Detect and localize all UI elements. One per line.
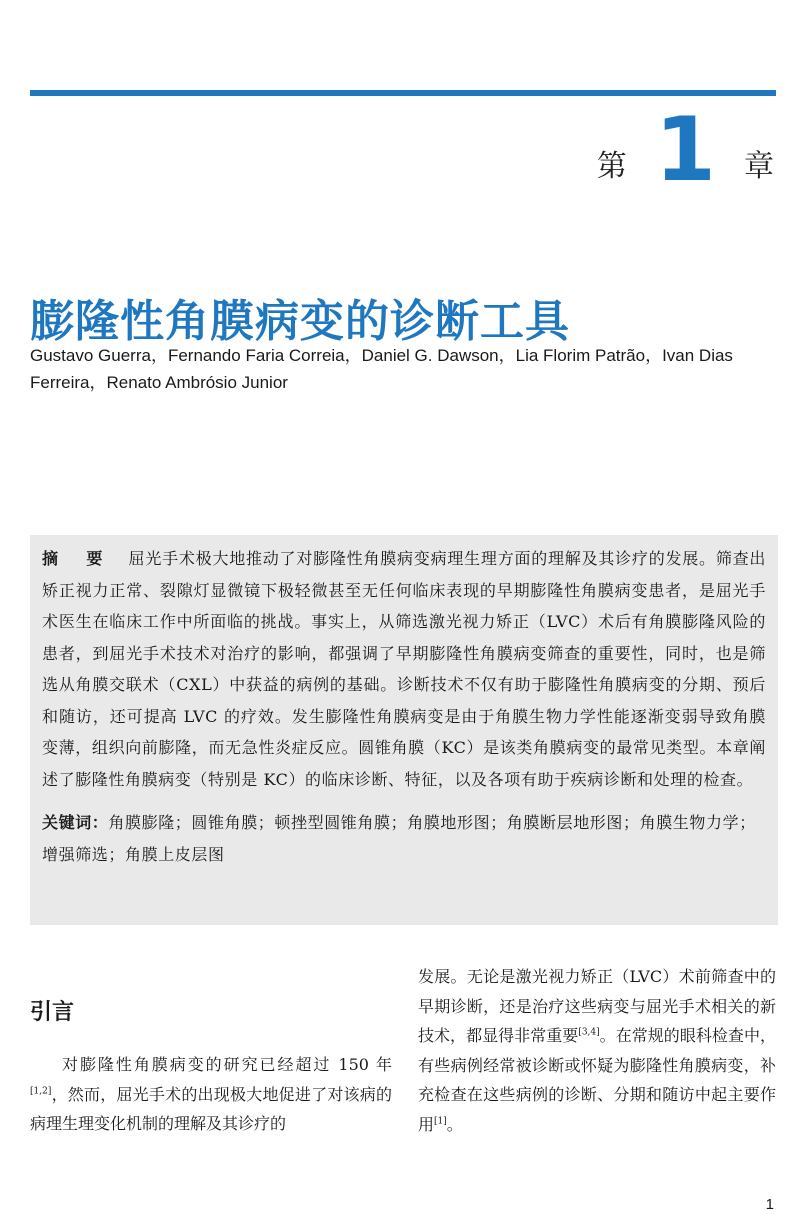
keywords-heading: 关键词：	[42, 813, 109, 832]
chapter-label	[596, 98, 774, 202]
abstract-box	[30, 535, 778, 925]
chapter-number: 1	[654, 98, 716, 202]
intro-p1-text-a: 对膨隆性角膜病变的研究已经超过 150 年	[62, 1055, 392, 1074]
keywords-body: 角膜膨隆；圆锥角膜；顿挫型圆锥角膜；角膜地形图；角膜断层地形图；角膜生物力学；增强筛选；角膜上皮层图	[42, 813, 756, 864]
intro-paragraph-2	[418, 962, 776, 1139]
citation-3-4: [3,4]	[578, 1027, 600, 1038]
top-rule	[30, 90, 776, 96]
chapter-title: 膨隆性角膜病变的诊断工具	[30, 296, 570, 348]
intro-p1-text-b: ，然而，屈光手术的出现极大地促进了对该病的病理生理变化机制的理解及其诊疗的	[30, 1084, 392, 1133]
citation-1: [1]	[434, 1116, 447, 1127]
intro-paragraph-1	[30, 1050, 392, 1139]
abstract-paragraph	[42, 543, 766, 795]
chapter-prefix: 第	[596, 149, 627, 184]
intro-p2-text-b: 。在常规的眼科检查中，有些病例经常被诊断或怀疑为膨隆性角膜病变，补充检查在这些病例的诊断、分期和随访中起主要作用	[418, 1026, 776, 1134]
left-column	[30, 995, 392, 1139]
intro-p2-text-a: 发展。无论是激光视力矫正（LVC）术前筛查中的早期诊断，还是治疗这些病变与屈光手术相关的新技术，都显得非常重要	[418, 967, 776, 1045]
intro-heading: 引言	[30, 1000, 75, 1025]
abstract-body: 屈光手术极大地推动了对膨隆性角膜病变病理生理方面的理解及其诊疗的发展。筛查出矫正视力正常、裂隙灯显微镜下极轻微甚至无任何临床表现的早期膨隆性角膜病变患者，是屈光手术医生在临床工作中所面临的挑战。事实上，从筛选激光视力矫正（LVC）术后有角膜膨隆风险的患者，到屈光手术技术对治疗的影响，都强调了早期膨隆性角膜病变筛查的重要性，同时，也是筛选从角膜交联术（CXL）中获益的病例的基础。诊断技术不仅有助于膨隆性角膜病变的分期、预后和随访，还可提高 LVC 的疗效。发生膨隆性角膜病变是由于角膜生物力学性能逐渐变弱导致角膜变薄，组织向前膨隆，而无急性炎症反应。圆锥角膜（KC）是该类角膜病变的最常见类型。本章阐述了膨隆性角膜病变（特别是 KC）的临床诊断、特征，以及各项有助于疾病诊断和处理的检查。	[42, 549, 766, 789]
author-list: Gustavo Guerra，Fernando Faria Correia，Daniel G. Dawson，Lia Florim Patrão，Ivan Dias Ferreira，Renato Ambrósio Junior	[30, 346, 733, 392]
chapter-suffix: 章	[744, 149, 774, 184]
citation-1-2: [1,2]	[30, 1086, 52, 1097]
intro-p2-text-c: 。	[446, 1114, 463, 1134]
page-number: 1	[765, 1196, 774, 1213]
abstract-heading: 摘 要	[42, 549, 109, 568]
right-column	[418, 962, 776, 1139]
keywords-paragraph	[42, 807, 766, 870]
